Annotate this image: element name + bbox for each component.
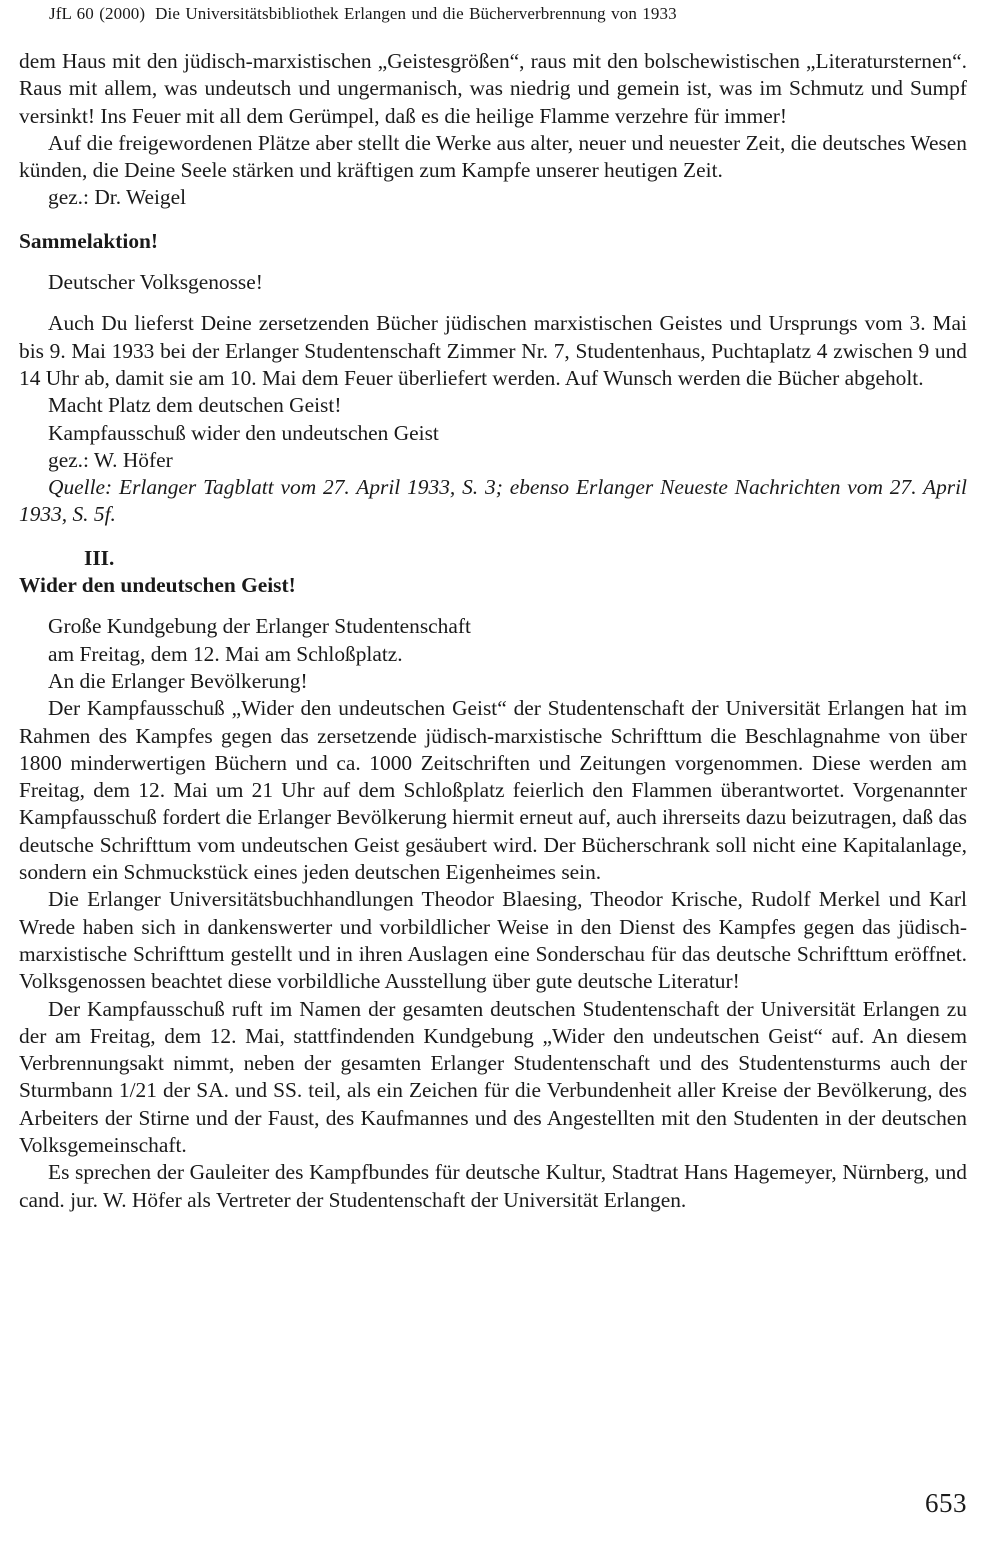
source-citation: Quelle: Erlanger Tagblatt vom 27. April 1933, S. 3; ebenso Erlanger Neueste Nachrichten vom 27. April 1933, S. 5f. — [19, 475, 967, 527]
intro-paragraph-2: Auf die freigewordenen Plätze aber stellt die Werke aus alter, neuer und neuester Zeit, die deutsches Wesen künden, die Deine Seele stärken und kräftigen zum Kampfe unserer heutigen Zeit. — [19, 130, 967, 183]
rally-announcement-line-2: am Freitag, dem 12. Mai am Schloßplatz. — [48, 641, 403, 666]
sammelaktion-paragraph: Auch Du lieferst Deine zersetzenden Bücher jüdischen marxistischen Geistes und Ursprungs vom 3. Mai bis 9. Mai 1933 bei der Erlanger Studentenschaft Zimmer Nr. 7, Studentenhaus, Puchtaplatz 4 zwischen 9 und 14 Uhr ab, damit sie am 10. Mai dem Feuer überliefert werden. Auf Wunsch werden die Bücher abgeholt. — [19, 311, 967, 390]
intro-signature: gez.: Dr. Weigel — [48, 185, 187, 210]
sammelaktion-signature: gez.: W. Höfer — [48, 447, 173, 472]
rally-announcement-line-3: An die Erlanger Bevölkerung! — [48, 668, 308, 693]
body-text — [19, 48, 967, 1214]
intro-paragraph-1: dem Haus mit den jüdisch-marxistischen „Geistesgrößen“, raus mit den bolschewistischen „Literatursternen“. Raus mit allem, was undeutsch und ungermanisch, was niedrig und gemein ist, was im Schmutz und Sumpf versinkt! Ins Feuer mit all dem Gerümpel, daß es die heilige Flamme verzehre für immer! — [19, 49, 967, 128]
section-paragraph-1: Der Kampfausschuß „Wider den undeutschen Geist“ der Studentenschaft der Universität Erlangen hat im Rahmen des Kampfes gegen das zersetzende jüdisch-marxistische Schrifttum die Beschlagnahme von über 1800 minderwertigen Büchern und ca. 1000 Zeitschriften und Zeitungen vorgenommen. Diese werden am Freitag, dem 12. Mai um 21 Uhr auf dem Schloßplatz feierlich den Flammen überantwortet. Vorgenannter Kampfausschuß fordert die Erlanger Bevölkerung hiermit erneut auf, auch ihrerseits dazu beizutragen, daß das deutsche Schrifttum vom undeutschen Geist gesäubert wird. Der Bücherschrank soll nicht eine Kapitalanlage, sondern ein Schmuckstück eines jeden deutschen Eigenheimes sein. — [19, 696, 967, 885]
rally-announcement-line-1: Große Kundgebung der Erlanger Studentenschaft — [48, 614, 471, 639]
document-page — [19, 0, 967, 1541]
section-paragraph-3: Der Kampfausschuß ruft im Namen der gesamten deutschen Studentenschaft der Universität Erlangen zu der am Freitag, dem 12. Mai, stattfindenden Kundgebung „Wider den undeutschen Geist“ auf. An diesem Verbrennungsakt nimmt, neben der gesamten Erlanger Studentenschaft und des Studentensturms auch der Sturmbann 1/21 der SA. und SS. teil, als ein Zeichen für die Verbundenheit aller Kreise der Bevölkerung, des Arbeiters der Stirne und der Faust, des Kaufmannes und des Angestellten mit den Studenten in der deutschen Volksgemeinschaft. — [19, 996, 967, 1157]
section-paragraph-4: Es sprechen der Gauleiter des Kampfbundes für deutsche Kultur, Stadtrat Hans Hagemeyer, Nürnberg, und cand. jur. W. Höfer als Vertreter der Studentenschaft der Universität Erlangen. — [19, 1160, 967, 1212]
sammelaktion-committee: Kampfausschuß wider den undeutschen Geist — [48, 420, 439, 445]
sammelaktion-heading: Sammelaktion! — [19, 228, 159, 253]
article-title: Die Universitätsbibliothek Erlangen und die Bücherverbrennung von 1933 — [155, 4, 677, 23]
page-number: 653 — [925, 1488, 967, 1518]
sammelaktion-salutation: Deutscher Volksgenosse! — [48, 270, 263, 295]
section-number: III. — [84, 545, 115, 570]
running-header — [49, 4, 677, 24]
section-paragraph-2: Die Erlanger Universitätsbuchhandlungen Theodor Blaesing, Theodor Krische, Rudolf Merkel und Karl Wrede haben sich in dankenswerter und vorbildlicher Weise in den Dienst des Kampfes gegen das jüdisch-marxistische Schrifttum gestellt und in ihren Auslagen eine Sonderschau für das deutsche Schrifttum eröffnet. Volksgenossen beachtet diese vorbildliche Ausstellung über gute deutsche Literatur! — [19, 887, 967, 994]
journal-reference: JfL 60 (2000) — [49, 4, 146, 23]
sammelaktion-slogan: Macht Platz dem deutschen Geist! — [48, 393, 342, 418]
section-heading: Wider den undeutschen Geist! — [19, 573, 296, 598]
